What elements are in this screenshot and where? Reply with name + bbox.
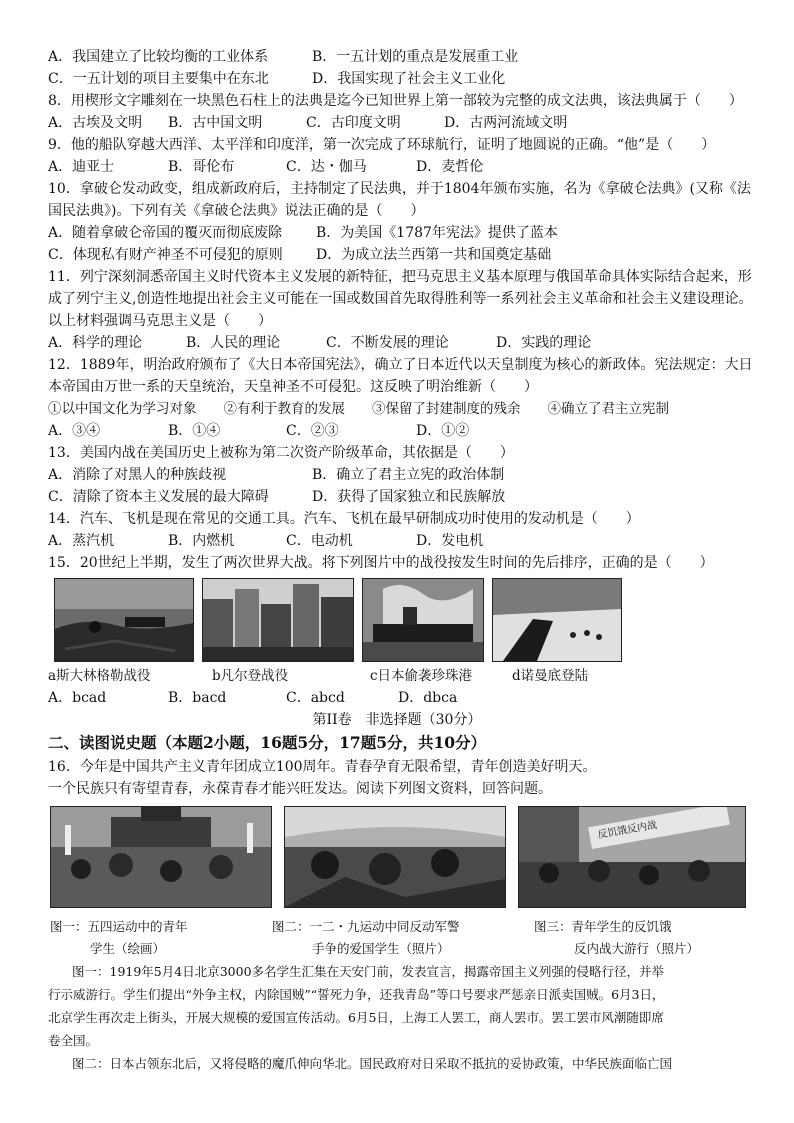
figure2-note-line1: 图二：日本占领东北后，又将侵略的魔爪伸向华北。国民政府对日采取不抵抗的妥协政策，中华民族面临亡国 [72, 1056, 673, 1071]
photo-stalingrad [54, 578, 194, 662]
figure1-note-line4: 卷全国。 [48, 1033, 99, 1048]
figure1-caption-line2: 学生（绘画） [90, 941, 166, 956]
q7-option-c: C．一五计划的项目主要集中在东北 [48, 71, 269, 87]
figure1-may-fourth-painting [50, 806, 272, 908]
q11-option-c: C．不断发展的理论 [326, 335, 449, 351]
part2-title: 第II卷 非选择题（30分） [312, 712, 482, 728]
q8-stem: 8．用楔形文字雕刻在一块黑色石柱上的法典是迄今已知世界上第一部较为完整的成文法典，该法典属于（ ） [48, 93, 743, 109]
q7-option-d: D．我国实现了社会主义工业化 [312, 71, 506, 87]
q14-option-a: A．蒸汽机 [48, 533, 115, 549]
q10-option-c: C．体现私有财产神圣不可侵犯的原则 [48, 247, 283, 263]
q13-option-c: C．清除了资本主义发展的最大障碍 [48, 489, 269, 505]
q7-option-a: A．我国建立了比较均衡的工业体系 [48, 49, 269, 65]
q14-option-b: B．内燃机 [168, 533, 235, 549]
q12-option-a: A．③④ [48, 423, 101, 439]
q15-stem: 15．20世纪上半期，发生了两次世界大战。将下列图片中的战役按发生时间的先后排序，正确的是（ ） [48, 555, 714, 571]
q14-option-d: D．发电机 [416, 533, 484, 549]
figure3-caption-line2: 反内战大游行（照片） [574, 941, 700, 956]
q16-stem-line1: 16．今年是中国共产主义青年团成立100周年。青春孕育无限希望，青年创造美好明天。 [48, 759, 597, 775]
figure1-note-line2: 行示威游行。学生们提出“外争主权，内除国贼”“誓死力争，还我青岛”等口号要求严惩亲日派卖国贼。6月3日， [48, 987, 665, 1002]
q13-option-a: A．消除了对黑人的种族歧视 [48, 467, 227, 483]
q10-option-a: A．随着拿破仑帝国的覆灭而彻底废除 [48, 225, 283, 241]
q15-option-a: A．bcad [48, 690, 107, 706]
q10-stem-line1: 10．拿破仑发动政变，组成新政府后，主持制定了民法典，并于1804年颁布实施，名为《拿破仑法典》(又称《法 [48, 181, 751, 197]
figure2-december-ninth-photo [284, 806, 506, 908]
q11-option-a: A．科学的理论 [48, 335, 143, 351]
q10-stem-line2: 国民法典》)。下列有关《拿破仑法典》说法正确的是（ ） [48, 203, 425, 219]
q15-caption-c: c日本偷袭珍珠港 [370, 668, 473, 684]
q11-stem-line1: 11．列宁深刻洞悉帝国主义时代资本主义发展的新特征，把马克思主义基本原理与俄国革命具体实际结合起来，形 [48, 269, 752, 285]
q15-caption-b: b凡尔登战役 [212, 668, 289, 684]
q12-option-d: D．①② [416, 423, 470, 439]
q11-stem-line2: 成了列宁主义,创造性地提出社会主义可能在一国或数国首先取得胜利等一系列社会主义革命和社会主义建设理论。 [48, 291, 753, 307]
q15-option-d: D．dbca [398, 690, 458, 706]
q8-option-a: A．古埃及文明 [48, 115, 143, 131]
photo-pearl-harbor [362, 578, 484, 662]
figure3-caption-line1: 图三：青年学生的反饥饿 [534, 919, 672, 934]
q14-stem: 14．汽车、飞机是现在常见的交通工具。汽车、飞机在最早研制成功时使用的发动机是（ ） [48, 511, 640, 527]
figure2-caption-line2: 手争的爱国学生（照片） [312, 941, 450, 956]
q9-option-d: D．麦哲伦 [416, 159, 484, 175]
q12-items: ①以中国文化为学习对象 ②有利于教育的发展 ③保留了封建制度的残余 ④确立了君主立宪制 [48, 401, 669, 417]
q15-caption-a: a斯大林格勒战役 [48, 668, 151, 684]
q9-option-a: A．迪亚士 [48, 159, 115, 175]
q11-option-b: B．人民的理论 [186, 335, 281, 351]
q8-option-b: B．古中国文明 [168, 115, 263, 131]
q12-option-b: B．①④ [168, 423, 221, 439]
q13-option-d: D．获得了国家独立和民族解放 [312, 489, 506, 505]
figure3-banner-text: 反饥饿反内战 [596, 819, 658, 842]
q9-stem: 9．他的船队穿越大西洋、太平洋和印度洋，第一次完成了环球航行，证明了地圆说的正确。“他”是（ ） [48, 137, 716, 153]
q13-stem: 13．美国内战在美国历史上被称为第二次资产阶级革命，其依据是（ ） [48, 445, 514, 461]
section2-title: 二、读图说史题（本题2小题，16题5分，17题5分，共10分） [48, 733, 487, 752]
q9-option-c: C．达・伽马 [286, 159, 367, 175]
q8-option-d: D．古两河流域文明 [444, 115, 568, 131]
q15-option-b: B．bacd [168, 690, 227, 706]
figure2-caption-line1: 图二：一二・九运动中同反动军警 [272, 919, 460, 934]
figure1-note-line3: 北京学生再次走上街头，开展大规模的爱国宣传活动。6月5日，上海工人罢工，商人罢市。罢工罢市风潮随即席 [48, 1010, 664, 1025]
q13-option-b: B．确立了君主立宪的政治体制 [312, 467, 505, 483]
photo-normandy [492, 578, 622, 662]
q12-stem-line2: 本帝国由万世一系的天皇统治，天皇神圣不可侵犯。这反映了明治维新（ ） [48, 379, 538, 395]
figure3-anti-hunger-march-photo [518, 806, 746, 908]
photo-verdun [202, 578, 354, 662]
figure1-caption-line1: 图一：五四运动中的青年 [50, 919, 188, 934]
q16-stem-line2: 一个民族只有寄望青春，永葆青春才能兴旺发达。阅读下列图文资料，回答问题。 [48, 781, 552, 797]
q10-option-d: D．为成立法兰西第一共和国奠定基础 [316, 247, 552, 263]
q15-caption-d: d诺曼底登陆 [512, 668, 589, 684]
q10-option-b: B．为美国《1787年宪法》提供了蓝本 [316, 225, 558, 241]
q14-option-c: C．电动机 [286, 533, 353, 549]
q12-stem-line1: 12．1889年，明治政府颁布了《大日本帝国宪法》，确立了日本近代以天皇制度为核心的新政体。宪法规定：大日 [48, 357, 753, 373]
q12-option-c: C．②③ [286, 423, 339, 439]
q9-option-b: B．哥伦布 [168, 159, 235, 175]
q8-option-c: C．古印度文明 [306, 115, 401, 131]
q11-option-d: D．实践的理论 [496, 335, 592, 351]
q11-stem-line3: 以上材料强调马克思主义是（ ） [48, 313, 272, 329]
q15-option-c: C．abcd [286, 690, 345, 706]
q7-option-b: B．一五计划的重点是发展重工业 [312, 49, 519, 65]
figure1-note-line1: 图一：1919年5月4日北京3000多名学生汇集在天安门前，发表宣言，揭露帝国主义列强的侵略行径，并举 [72, 964, 665, 979]
